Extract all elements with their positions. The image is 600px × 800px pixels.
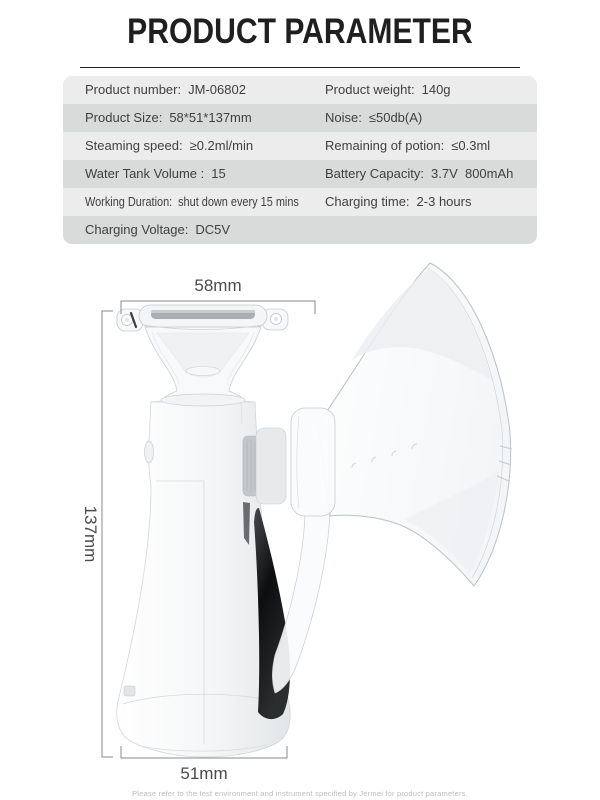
spec-value: 2-3 hours: [416, 194, 472, 209]
spec-value: shut down every 15 mins: [178, 194, 299, 209]
spec-value: ≤0.3ml: [451, 138, 491, 153]
spec-label: Water Tank Volume :: [85, 166, 205, 181]
spec-label: Noise:: [325, 110, 362, 125]
spec-label: Product weight:: [325, 82, 415, 97]
spec-cell-left: [63, 216, 325, 244]
dimension-width-bottom: 51mm: [180, 764, 228, 783]
table-row: [63, 160, 537, 188]
table-row: [63, 76, 537, 104]
spec-value: 15: [211, 166, 226, 181]
cone-throat: [291, 408, 335, 516]
table-row: [63, 188, 537, 216]
spec-value: ≤50db(A): [368, 110, 423, 125]
spec-value: DC5V: [195, 222, 231, 237]
steam-tank: [117, 305, 288, 406]
spec-cell-right: [325, 216, 537, 244]
footnote-text: Please refer to the test environment and instrument specified by Jermei for product parameters.: [132, 789, 468, 798]
page-title-text: PRODUCT PARAMETER: [127, 12, 473, 51]
spec-cell-left: [63, 132, 325, 160]
spec-label: Battery Capacity:: [325, 166, 424, 181]
spec-label: Steaming speed:: [85, 138, 183, 153]
title-underline: [80, 67, 520, 68]
spec-value: ≥0.2ml/min: [189, 138, 254, 153]
spec-table: [63, 76, 537, 244]
mask-cone: [272, 263, 512, 693]
connector-knob: [243, 428, 286, 504]
spec-label: Product Size:: [85, 110, 163, 125]
spec-label: Working Duration:: [85, 194, 173, 209]
spec-value: 58*51*137mm: [169, 110, 252, 125]
spec-value: JM-06802: [188, 82, 246, 97]
spec-cell-left: [63, 104, 325, 132]
spec-label: Charging time:: [325, 194, 410, 209]
spec-cell-left: [63, 76, 325, 104]
table-row: [63, 216, 537, 244]
spec-cell-right: [325, 76, 537, 104]
spec-cell-right: [325, 104, 537, 132]
dim-bracket-left: [102, 311, 113, 757]
spec-cell-right: [325, 132, 537, 160]
dimension-width-top: 58mm: [194, 276, 242, 295]
spec-cell-right: [325, 160, 537, 188]
spec-cell-left: [63, 160, 325, 188]
table-row: [63, 132, 537, 160]
spec-cell-left: [63, 188, 325, 216]
spec-value: 3.7V 800mAh: [431, 166, 514, 181]
spec-cell-right: [325, 188, 537, 216]
spec-value: 140g: [421, 82, 451, 97]
dimension-height: 137mm: [81, 505, 100, 563]
table-row: [63, 104, 537, 132]
spec-condensed-text: [85, 188, 299, 216]
page-title: [0, 12, 600, 52]
spec-label: Remaining of potion:: [325, 138, 445, 153]
spec-label: Charging Voltage:: [85, 222, 189, 237]
power-button: [145, 441, 154, 463]
charging-port: [124, 686, 135, 696]
black-panel: [254, 508, 290, 719]
spec-label: Product number:: [85, 82, 182, 97]
